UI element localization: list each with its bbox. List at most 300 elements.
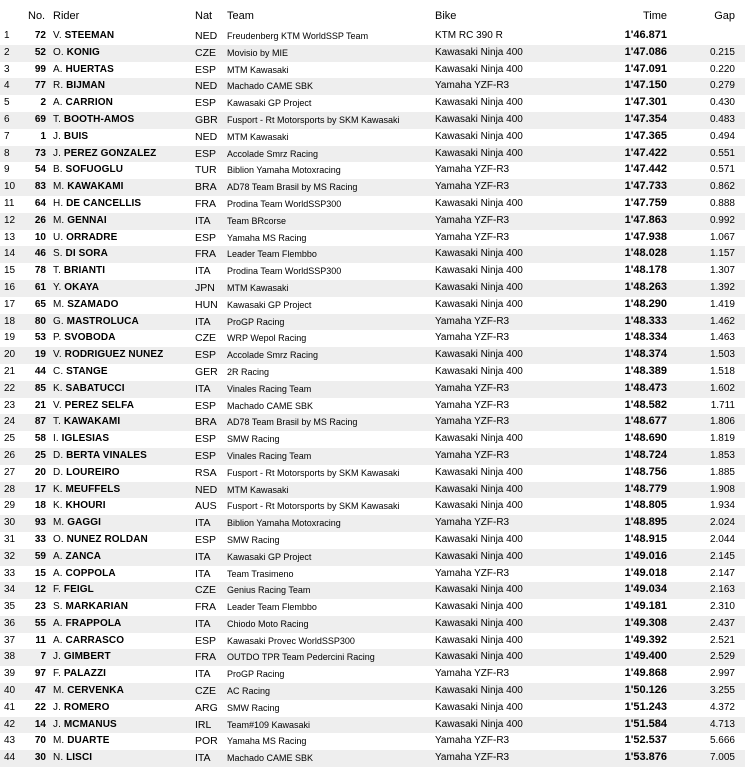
gap-cell: 1.419: [709, 298, 735, 310]
team-cell: Genius Racing Team: [227, 585, 311, 596]
bike-cell: Kawasaki Ninja 400: [435, 500, 523, 512]
rider-initial: M.: [53, 517, 65, 529]
number-cell: 80: [34, 315, 46, 327]
position-cell: 32: [4, 550, 16, 562]
team-cell: Accolade Smrz Racing: [227, 148, 319, 159]
table-row: [0, 314, 745, 331]
gap-cell: 0.571: [709, 164, 735, 176]
rider-cell: [53, 534, 148, 545]
number-cell: 53: [34, 332, 46, 344]
team-cell: Yamaha MS Racing: [227, 232, 307, 243]
position-cell: 26: [4, 449, 16, 461]
gap-cell: 1.518: [709, 365, 735, 377]
number-cell: 85: [34, 382, 46, 394]
team-cell: Movisio by MIE: [227, 47, 289, 58]
number-cell: 47: [34, 685, 46, 697]
table-row: [0, 465, 745, 482]
team-cell: AD78 Team Brasil by MS Racing: [227, 417, 358, 428]
position-cell: 27: [4, 466, 16, 478]
bike-cell: Kawasaki Ninja 400: [435, 601, 523, 613]
team-cell: Kawasaki Provec WorldSSP300: [227, 635, 355, 646]
table-row: [0, 398, 745, 415]
gap-cell: 2.521: [709, 634, 735, 646]
rider-surname: CERVENKA: [67, 685, 124, 697]
gap-cell: 1.806: [709, 416, 735, 428]
rider-surname: NUNEZ ROLDAN: [66, 533, 148, 545]
table-row: [0, 112, 745, 129]
gap-cell: 0.279: [709, 80, 735, 92]
table-row: [0, 582, 745, 599]
team-cell: Accolade Smrz Racing: [227, 350, 319, 361]
nationality-cell: CZE: [195, 46, 216, 59]
position-cell: 31: [4, 533, 16, 545]
bike-cell: Kawasaki Ninja 400: [435, 550, 523, 562]
bike-cell: Kawasaki Ninja 400: [435, 718, 523, 730]
table-row: [0, 717, 745, 734]
nationality-cell: CZE: [195, 332, 216, 345]
team-cell: Machado CAME SBK: [227, 753, 314, 764]
time-cell: 1'47.086: [624, 45, 667, 58]
nationality-cell: ITA: [195, 214, 211, 227]
nationality-cell: ESP: [195, 634, 217, 647]
gap-cell: 1.819: [709, 433, 735, 445]
table-row: [0, 666, 745, 683]
time-cell: 1'47.365: [624, 129, 667, 142]
table-row: [0, 45, 745, 62]
team-cell: MTM Kawasaki: [227, 484, 289, 495]
nationality-cell: FRA: [195, 601, 216, 614]
position-cell: 33: [4, 567, 16, 579]
table-header: [0, 10, 745, 26]
nationality-cell: ESP: [195, 533, 217, 546]
time-cell: 1'51.243: [624, 700, 667, 713]
bike-cell: Kawasaki Ninja 400: [435, 533, 523, 545]
gap-cell: 2.147: [709, 567, 735, 579]
time-cell: 1'48.895: [624, 516, 667, 529]
rider-initial: T.: [53, 113, 61, 125]
rider-initial: D.: [53, 466, 64, 478]
bike-cell: Kawasaki Ninja 400: [435, 483, 523, 495]
nationality-cell: ITA: [195, 567, 211, 580]
gap-cell: 1.908: [709, 483, 735, 495]
bike-cell: Yamaha YZF-R3: [435, 735, 510, 747]
rider-cell: [53, 601, 128, 612]
nationality-cell: ESP: [195, 231, 217, 244]
number-cell: 15: [34, 567, 46, 579]
header-no: No.: [28, 10, 46, 22]
table-row: [0, 549, 745, 566]
time-cell: 1'47.422: [624, 146, 667, 159]
nationality-cell: BRA: [195, 416, 217, 429]
number-cell: 54: [34, 164, 46, 176]
gap-cell: 1.934: [709, 500, 735, 512]
time-cell: 1'52.537: [624, 734, 667, 747]
rider-initial: F.: [53, 584, 61, 596]
table-row: [0, 733, 745, 750]
bike-cell: Yamaha YZF-R3: [435, 164, 510, 176]
rider-surname: ZANCA: [65, 550, 102, 562]
table-row: [0, 532, 745, 549]
rider-surname: STEEMAN: [64, 30, 115, 41]
bike-cell: Yamaha YZF-R3: [435, 382, 510, 394]
team-cell: 2R Racing: [227, 366, 270, 377]
bike-cell: Kawasaki Ninja 400: [435, 349, 523, 361]
number-cell: 18: [34, 500, 46, 512]
rider-surname: GAGGI: [67, 517, 102, 529]
position-cell: 21: [4, 365, 16, 377]
team-cell: Prodina Team WorldSSP300: [227, 198, 342, 209]
team-cell: Fusport - Rt Motorsports by SKM Kawasaki: [227, 501, 400, 512]
rider-initial: T.: [53, 265, 61, 277]
rider-surname: RODRIGUEZ NUNEZ: [64, 349, 164, 361]
time-cell: 1'47.301: [624, 96, 667, 109]
rider-cell: [53, 467, 120, 478]
rider-surname: FRAPPOLA: [65, 617, 122, 629]
rider-cell: [53, 47, 100, 58]
gap-cell: 0.215: [709, 46, 735, 58]
time-cell: 1'49.392: [624, 633, 667, 646]
rider-surname: DE CANCELLIS: [66, 197, 142, 209]
gap-cell: 1.067: [709, 231, 735, 243]
bike-cell: Kawasaki Ninja 400: [435, 433, 523, 445]
time-cell: 1'49.016: [624, 549, 667, 562]
rider-surname: OKAYA: [64, 281, 100, 293]
position-cell: 38: [4, 651, 16, 663]
rider-surname: KONIG: [66, 46, 100, 58]
position-cell: 18: [4, 315, 16, 327]
table-row: [0, 482, 745, 499]
rider-initial: M.: [53, 735, 65, 747]
rider-cell: [53, 702, 109, 713]
nationality-cell: ITA: [195, 265, 211, 278]
bike-cell: Kawasaki Ninja 400: [435, 265, 523, 277]
time-cell: 1'53.876: [624, 751, 667, 764]
position-cell: 13: [4, 231, 16, 243]
team-cell: Team Trasimeno: [227, 568, 294, 579]
number-cell: 14: [34, 718, 46, 730]
number-cell: 10: [34, 231, 46, 243]
bike-cell: Yamaha YZF-R3: [435, 181, 510, 193]
time-cell: 1'49.400: [624, 650, 667, 663]
table-row: [0, 347, 745, 364]
nationality-cell: NED: [195, 130, 218, 143]
team-cell: Yamaha MS Racing: [227, 736, 307, 747]
rider-initial: J.: [53, 147, 61, 159]
time-cell: 1'48.389: [624, 364, 667, 377]
gap-cell: 1.462: [709, 315, 735, 327]
nationality-cell: ESP: [195, 63, 217, 76]
time-cell: 1'49.308: [624, 616, 667, 629]
rider-initial: A.: [53, 97, 63, 109]
rider-cell: [53, 349, 163, 360]
time-cell: 1'48.677: [624, 415, 667, 428]
gap-cell: 2.437: [709, 617, 735, 629]
time-cell: 1'48.473: [624, 381, 667, 394]
nationality-cell: ITA: [195, 752, 211, 765]
rider-initial: K.: [53, 500, 63, 512]
gap-cell: 0.430: [709, 97, 735, 109]
nationality-cell: CZE: [195, 685, 216, 698]
rider-cell: [53, 366, 108, 377]
team-cell: ProGP Racing: [227, 669, 285, 680]
time-cell: 1'48.290: [624, 297, 667, 310]
team-cell: WRP Wepol Racing: [227, 333, 307, 344]
number-cell: 61: [34, 281, 46, 293]
rider-surname: CARRION: [65, 97, 113, 109]
rider-initial: J.: [53, 701, 61, 713]
nationality-cell: ITA: [195, 517, 211, 530]
nationality-cell: ESP: [195, 97, 217, 110]
rider-cell: [53, 568, 116, 579]
rider-initial: D.: [53, 449, 64, 461]
rider-cell: [53, 433, 109, 444]
number-cell: 44: [34, 365, 46, 377]
table-row: [0, 364, 745, 381]
gap-cell: 2.145: [709, 550, 735, 562]
time-cell: 1'47.863: [624, 213, 667, 226]
rider-surname: MASTROLUCA: [66, 315, 139, 327]
bike-cell: KTM RC 390 R: [435, 30, 503, 41]
position-cell: 41: [4, 701, 16, 713]
position-cell: 35: [4, 601, 16, 613]
rider-cell: [53, 735, 109, 746]
rider-cell: [53, 80, 105, 91]
bike-cell: Yamaha YZF-R3: [435, 752, 510, 764]
nationality-cell: ESP: [195, 349, 217, 362]
rider-surname: PEREZ SELFA: [64, 399, 135, 411]
rider-initial: M.: [53, 685, 65, 697]
time-cell: 1'49.181: [624, 600, 667, 613]
rider-surname: DUARTE: [67, 735, 110, 747]
nationality-cell: ITA: [195, 617, 211, 630]
number-cell: 17: [34, 483, 46, 495]
rider-surname: LOUREIRO: [66, 466, 120, 478]
gap-cell: 0.494: [709, 130, 735, 142]
position-cell: 3: [4, 63, 10, 75]
team-cell: Biblion Yamaha Motoxracing: [227, 165, 341, 176]
table-row: [0, 263, 745, 280]
nationality-cell: ESP: [195, 433, 217, 446]
team-cell: Vinales Racing Team: [227, 383, 312, 394]
nationality-cell: ITA: [195, 315, 211, 328]
number-cell: 65: [34, 298, 46, 310]
gap-cell: 0.862: [709, 181, 735, 193]
number-cell: 7: [40, 651, 46, 663]
table-row: [0, 750, 745, 767]
gap-cell: 1.503: [709, 349, 735, 361]
number-cell: 70: [34, 735, 46, 747]
rider-cell: [53, 651, 111, 662]
number-cell: 59: [34, 550, 46, 562]
rider-initial: G.: [53, 315, 64, 327]
nationality-cell: ESP: [195, 399, 217, 412]
nationality-cell: NED: [195, 80, 218, 93]
bike-cell: Kawasaki Ninja 400: [435, 651, 523, 663]
time-cell: 1'48.333: [624, 314, 667, 327]
rider-initial: A.: [53, 634, 63, 646]
nationality-cell: IRL: [195, 718, 212, 731]
team-cell: Kawasaki GP Project: [227, 299, 312, 310]
position-cell: 40: [4, 685, 16, 697]
rider-initial: O.: [53, 533, 64, 545]
nationality-cell: AUS: [195, 500, 217, 513]
table-row: [0, 280, 745, 297]
time-cell: 1'48.724: [624, 448, 667, 461]
rider-initial: N.: [53, 752, 64, 764]
gap-cell: 3.255: [709, 685, 735, 697]
position-cell: 6: [4, 113, 10, 125]
number-cell: 21: [34, 399, 46, 411]
bike-cell: Kawasaki Ninja 400: [435, 130, 523, 142]
bike-cell: Yamaha YZF-R3: [435, 416, 510, 428]
bike-cell: Yamaha YZF-R3: [435, 231, 510, 243]
rider-initial: U.: [53, 231, 64, 243]
number-cell: 23: [34, 601, 46, 613]
rider-surname: IGLESIAS: [61, 433, 110, 445]
time-cell: 1'49.868: [624, 667, 667, 680]
time-cell: 1'47.091: [624, 62, 667, 75]
bike-cell: Kawasaki Ninja 400: [435, 97, 523, 109]
bike-cell: Yamaha YZF-R3: [435, 517, 510, 529]
team-cell: MTM Kawasaki: [227, 131, 289, 142]
position-cell: 36: [4, 617, 16, 629]
header-nat: Nat: [195, 10, 213, 22]
table-row: [0, 515, 745, 532]
rider-initial: J.: [53, 718, 61, 730]
position-cell: 30: [4, 517, 16, 529]
rider-cell: [53, 332, 116, 343]
rider-cell: [53, 517, 101, 528]
rider-initial: I.: [53, 433, 59, 445]
position-cell: 17: [4, 298, 16, 310]
nationality-cell: NED: [195, 30, 218, 42]
time-cell: 1'47.442: [624, 163, 667, 176]
number-cell: 99: [34, 63, 46, 75]
table-row: [0, 196, 745, 213]
rider-surname: MCMANUS: [63, 718, 117, 730]
bike-cell: Kawasaki Ninja 400: [435, 298, 523, 310]
table-row: [0, 633, 745, 650]
team-cell: Leader Team Flembbo: [227, 602, 317, 613]
time-cell: 1'51.584: [624, 717, 667, 730]
number-cell: 77: [34, 80, 46, 92]
bike-cell: Kawasaki Ninja 400: [435, 46, 523, 58]
table-row: [0, 448, 745, 465]
position-cell: 1: [4, 30, 10, 41]
rider-surname: SVOBODA: [64, 332, 116, 344]
bike-cell: Kawasaki Ninja 400: [435, 634, 523, 646]
rider-cell: [53, 752, 92, 763]
number-cell: 22: [34, 701, 46, 713]
bike-cell: Yamaha YZF-R3: [435, 567, 510, 579]
rider-surname: BERTA VINALES: [66, 449, 147, 461]
position-cell: 29: [4, 500, 16, 512]
rider-surname: ROMERO: [63, 701, 110, 713]
rider-surname: BRIANTI: [63, 265, 106, 277]
bike-cell: Kawasaki Ninja 400: [435, 584, 523, 596]
rider-initial: H.: [53, 197, 64, 209]
number-cell: 19: [34, 349, 46, 361]
team-cell: Machado CAME SBK: [227, 81, 314, 92]
nationality-cell: RSA: [195, 466, 217, 479]
bike-cell: Kawasaki Ninja 400: [435, 365, 523, 377]
gap-cell: 5.666: [709, 735, 735, 747]
time-cell: 1'47.733: [624, 180, 667, 193]
rider-cell: [53, 584, 94, 595]
rider-cell: [53, 30, 114, 41]
bike-cell: Kawasaki Ninja 400: [435, 113, 523, 125]
team-cell: Biblion Yamaha Motoxracing: [227, 518, 341, 529]
table-row: [0, 146, 745, 163]
gap-cell: 1.885: [709, 466, 735, 478]
gap-cell: 1.157: [709, 248, 735, 260]
position-cell: 7: [4, 130, 10, 142]
rider-surname: DI SORA: [65, 248, 108, 260]
number-cell: 12: [34, 584, 46, 596]
rider-cell: [53, 551, 101, 562]
time-cell: 1'48.915: [624, 532, 667, 545]
rider-surname: MARKARIAN: [65, 601, 129, 613]
number-cell: 78: [34, 265, 46, 277]
number-cell: 1: [40, 130, 46, 142]
number-cell: 55: [34, 617, 46, 629]
gap-cell: 1.853: [709, 449, 735, 461]
nationality-cell: POR: [195, 735, 218, 748]
table-row: [0, 162, 745, 179]
rider-initial: C.: [53, 365, 64, 377]
nationality-cell: NED: [195, 483, 218, 496]
rider-surname: KAWAKAMI: [63, 416, 121, 428]
nationality-cell: HUN: [195, 298, 218, 311]
number-cell: 83: [34, 181, 46, 193]
team-cell: Chiodo Moto Racing: [227, 618, 309, 629]
number-cell: 25: [34, 449, 46, 461]
rider-cell: [53, 64, 114, 75]
rider-initial: B.: [53, 164, 63, 176]
bike-cell: Kawasaki Ninja 400: [435, 248, 523, 260]
time-cell: 1'47.150: [624, 79, 667, 92]
rider-cell: [53, 400, 134, 411]
time-cell: 1'49.034: [624, 583, 667, 596]
time-cell: 1'46.871: [624, 29, 667, 41]
position-cell: 25: [4, 433, 16, 445]
number-cell: 73: [34, 147, 46, 159]
rider-surname: HUERTAS: [65, 63, 114, 75]
gap-cell: 1.392: [709, 281, 735, 293]
bike-cell: Kawasaki Ninja 400: [435, 197, 523, 209]
nationality-cell: FRA: [195, 651, 216, 664]
rider-initial: R.: [53, 80, 64, 92]
team-cell: OUTDO TPR Team Pedercini Racing: [227, 652, 375, 663]
rider-surname: KHOURI: [65, 500, 106, 512]
rider-initial: T.: [53, 416, 61, 428]
nationality-cell: ARG: [195, 701, 218, 714]
team-cell: Team BRcorse: [227, 215, 287, 226]
time-cell: 1'48.028: [624, 247, 667, 260]
rider-initial: P.: [53, 332, 62, 344]
position-cell: 37: [4, 634, 16, 646]
rider-cell: [53, 299, 118, 310]
team-cell: Leader Team Flembbo: [227, 249, 317, 260]
gap-cell: 0.551: [709, 147, 735, 159]
rider-surname: CARRASCO: [65, 634, 125, 646]
table-row: [0, 179, 745, 196]
position-cell: 34: [4, 584, 16, 596]
rider-initial: J.: [53, 651, 61, 663]
position-cell: 15: [4, 265, 16, 277]
team-cell: Kawasaki GP Project: [227, 551, 312, 562]
header-rider: Rider: [53, 10, 80, 22]
